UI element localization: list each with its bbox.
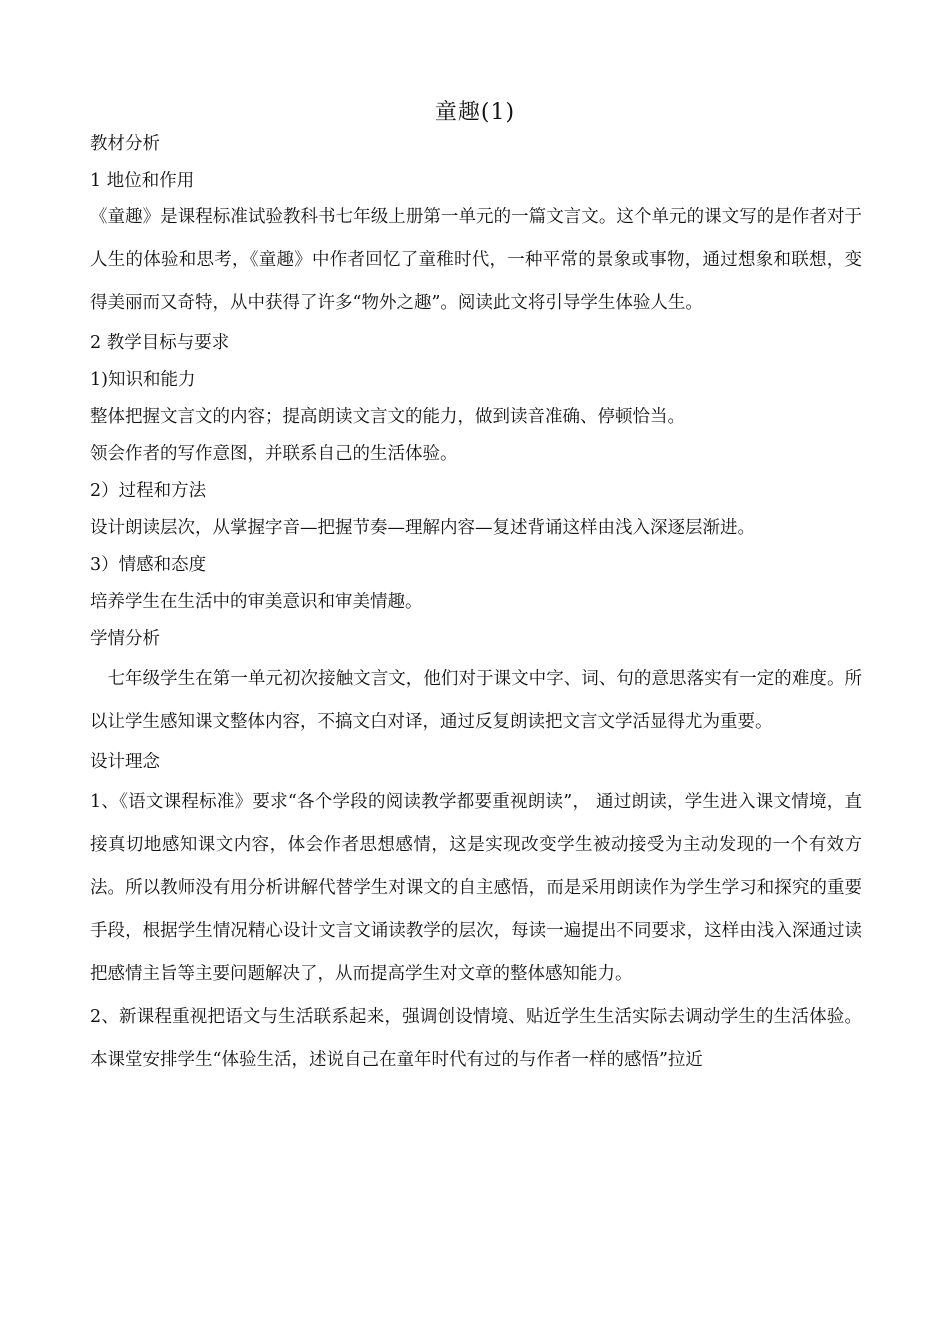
subheading-process: 2）过程和方法 [90, 481, 207, 501]
paragraph-knowledge-1: 整体把握文言文的内容；提高朗读文言文的能力，做到读音准确、停顿恰当。 [90, 407, 685, 427]
paragraph-design-2: 2、新课程重视把语文与生活联系起来，强调创设情境、贴近学生生活实际去调动学生的生活体验。本课堂安排学生“体验生活，述说自己在童年时代有过的与作者一样的感悟”拉近 [90, 1007, 862, 1070]
page-title: 童趣(1) [434, 100, 516, 125]
section-heading-student-analysis: 学情分析 [90, 629, 160, 649]
paragraph-knowledge-2: 领会作者的写作意图，并联系自己的生活体验。 [90, 444, 458, 464]
paragraph-design-1: 1、《语文课程标准》要求“各个学段的阅读教学都要重视朗读”， 通过朗读，学生进入课文情境，直接真切地感知课文内容，体会作者思想感情，这是实现改变学生被动接受为主动发现的一个有效方法。所以教师没有用分析讲解代替学生对课文的自主感悟，而是采用朗读作为学生学习和探究的重要手段，根据学生情况精心设计文言文诵读教学的层次，每读一遍提出不同要求，这样由浅入深通过读把感情主旨等主要问题解决了，从而提高学生对文章的整体感知能力。 [90, 792, 862, 984]
paragraph-student-analysis: 七年级学生在第一单元初次接触文言文，他们对于课文中字、词、句的意思落实有一定的难度。所以让学生感知课文整体内容，不搞文白对译，通过反复朗读把文言文学活显得尤为重要。 [90, 669, 862, 732]
section-heading-design: 设计理念 [90, 752, 160, 772]
document-body [90, 126, 862, 1082]
paragraph-process: 设计朗读层次，从掌握字音—把握节奏—理解内容—复述背诵这样由浅入深逐层渐进。 [90, 518, 755, 538]
subheading-goals: 2 教学目标与要求 [90, 333, 230, 353]
subheading-position-role: 1 地位和作用 [90, 171, 195, 191]
paragraph-position-role: 《童趣》是课程标准试验教科书七年级上册第一单元的一篇文言文。这个单元的课文写的是作者对于人生的体验和思考，《童趣》中作者回忆了童稚时代，一种平常的景象或事物，通过想象和联想，变得美丽而又奇特，从中获得了许多“物外之趣”。阅读此文将引导学生体验人生。 [90, 207, 862, 313]
subheading-emotion: 3）情感和态度 [90, 555, 207, 575]
subheading-knowledge: 1)知识和能力 [90, 370, 196, 390]
section-heading-material-analysis: 教材分析 [90, 134, 160, 154]
paragraph-emotion: 培养学生在生活中的审美意识和审美情趣。 [90, 592, 423, 612]
